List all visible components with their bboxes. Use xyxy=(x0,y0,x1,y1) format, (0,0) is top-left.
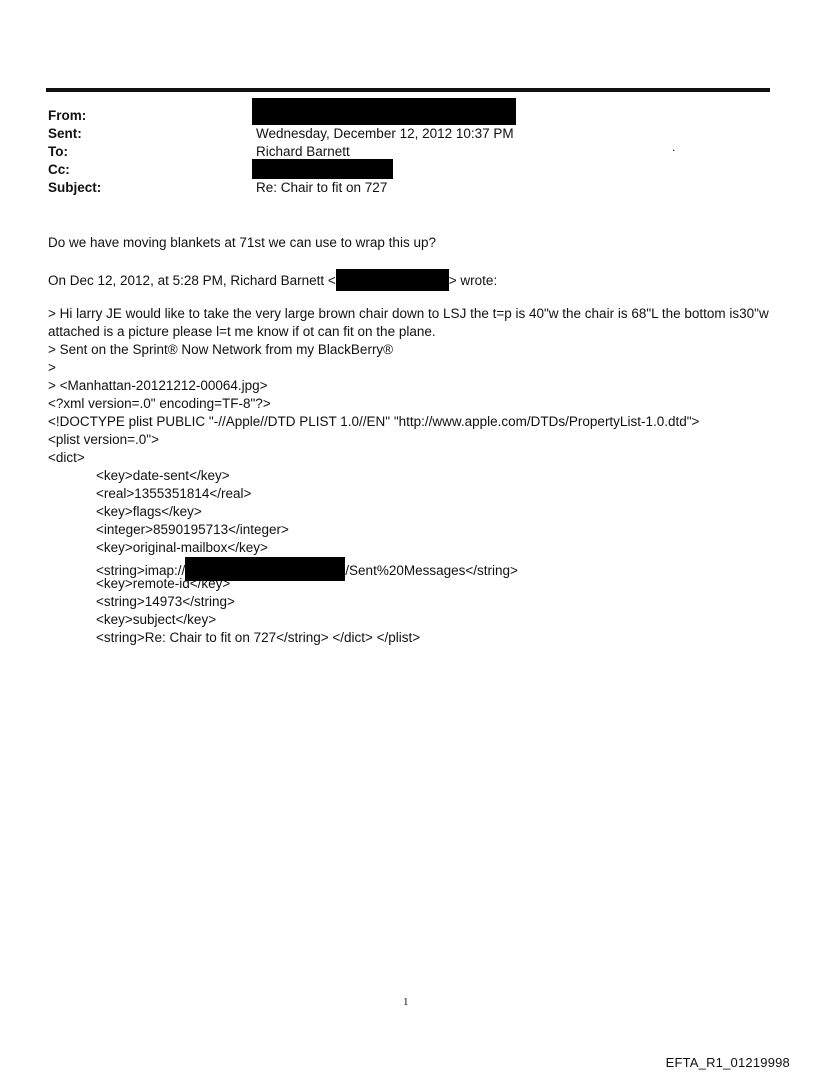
plist-line: <dict> xyxy=(48,450,85,465)
imap-suffix: /Sent%20Messages</string> xyxy=(345,563,518,578)
quoted-line: > Sent on the Sprint® Now Network from my BlackBerry® xyxy=(48,342,394,357)
plist-line: <plist version=.0"> xyxy=(48,432,159,447)
dict-line: <key>date-sent</key> xyxy=(96,468,230,483)
quoted-line: attached is a picture please l=t me know if ot can fit on the plane. xyxy=(48,324,436,339)
subject-label: Subject: xyxy=(48,180,102,195)
sender-email-redaction xyxy=(336,269,449,291)
dict-line: <key>original-mailbox</key> xyxy=(96,540,268,555)
quoted-line: > xyxy=(48,360,56,375)
dict-line: <integer>8590195713</integer> xyxy=(96,522,289,537)
imap-prefix: <string>imap:// xyxy=(96,563,186,578)
sent-value: Wednesday, December 12, 2012 10:37 PM xyxy=(256,126,514,141)
plist-line: <?xml version=.0" encoding=TF-8"?> xyxy=(48,396,271,411)
dict-line: <key>flags</key> xyxy=(96,504,202,519)
page-number: 1 xyxy=(403,996,409,1008)
quoted-line: > Hi larry JE would like to take the very large brown chair down to LSJ the t=p is 40"w the chair is 68"L the bottom is30"w xyxy=(48,306,769,321)
cc-label: Cc: xyxy=(48,162,70,177)
to-value: Richard Barnett xyxy=(256,144,350,159)
to-label: To: xyxy=(48,144,68,159)
from-redaction xyxy=(252,98,516,125)
reply-text: Do we have moving blankets at 71st we can use to wrap this up? xyxy=(48,235,436,250)
stray-mark: . xyxy=(672,140,676,154)
header-rule xyxy=(46,88,770,92)
quote-intro xyxy=(48,269,497,291)
dict-line: <string>14973</string> xyxy=(96,594,235,609)
dict-line: <key>remote-id</key> xyxy=(96,576,231,591)
quote-intro-prefix: On Dec 12, 2012, at 5:28 PM, Richard Barnett < xyxy=(48,273,336,288)
bates-number: EFTA_R1_01219998 xyxy=(665,1055,790,1070)
from-label: From: xyxy=(48,108,87,123)
dict-line: <string>Re: Chair to fit on 727</string> </dict> </plist> xyxy=(96,630,421,645)
attachment-line: > <Manhattan-20121212-00064.jpg> xyxy=(48,378,268,393)
quote-intro-suffix: > wrote: xyxy=(448,273,498,288)
plist-line: <!DOCTYPE plist PUBLIC "-//Apple//DTD PLIST 1.0//EN" "http://www.apple.com/DTDs/PropertyList-1.0.dtd"> xyxy=(48,414,700,429)
subject-value: Re: Chair to fit on 727 xyxy=(256,180,388,195)
sent-label: Sent: xyxy=(48,126,82,141)
dict-line: <key>subject</key> xyxy=(96,612,217,627)
dict-line: <real>1355351814</real> xyxy=(96,486,252,501)
cc-redaction xyxy=(252,159,393,179)
